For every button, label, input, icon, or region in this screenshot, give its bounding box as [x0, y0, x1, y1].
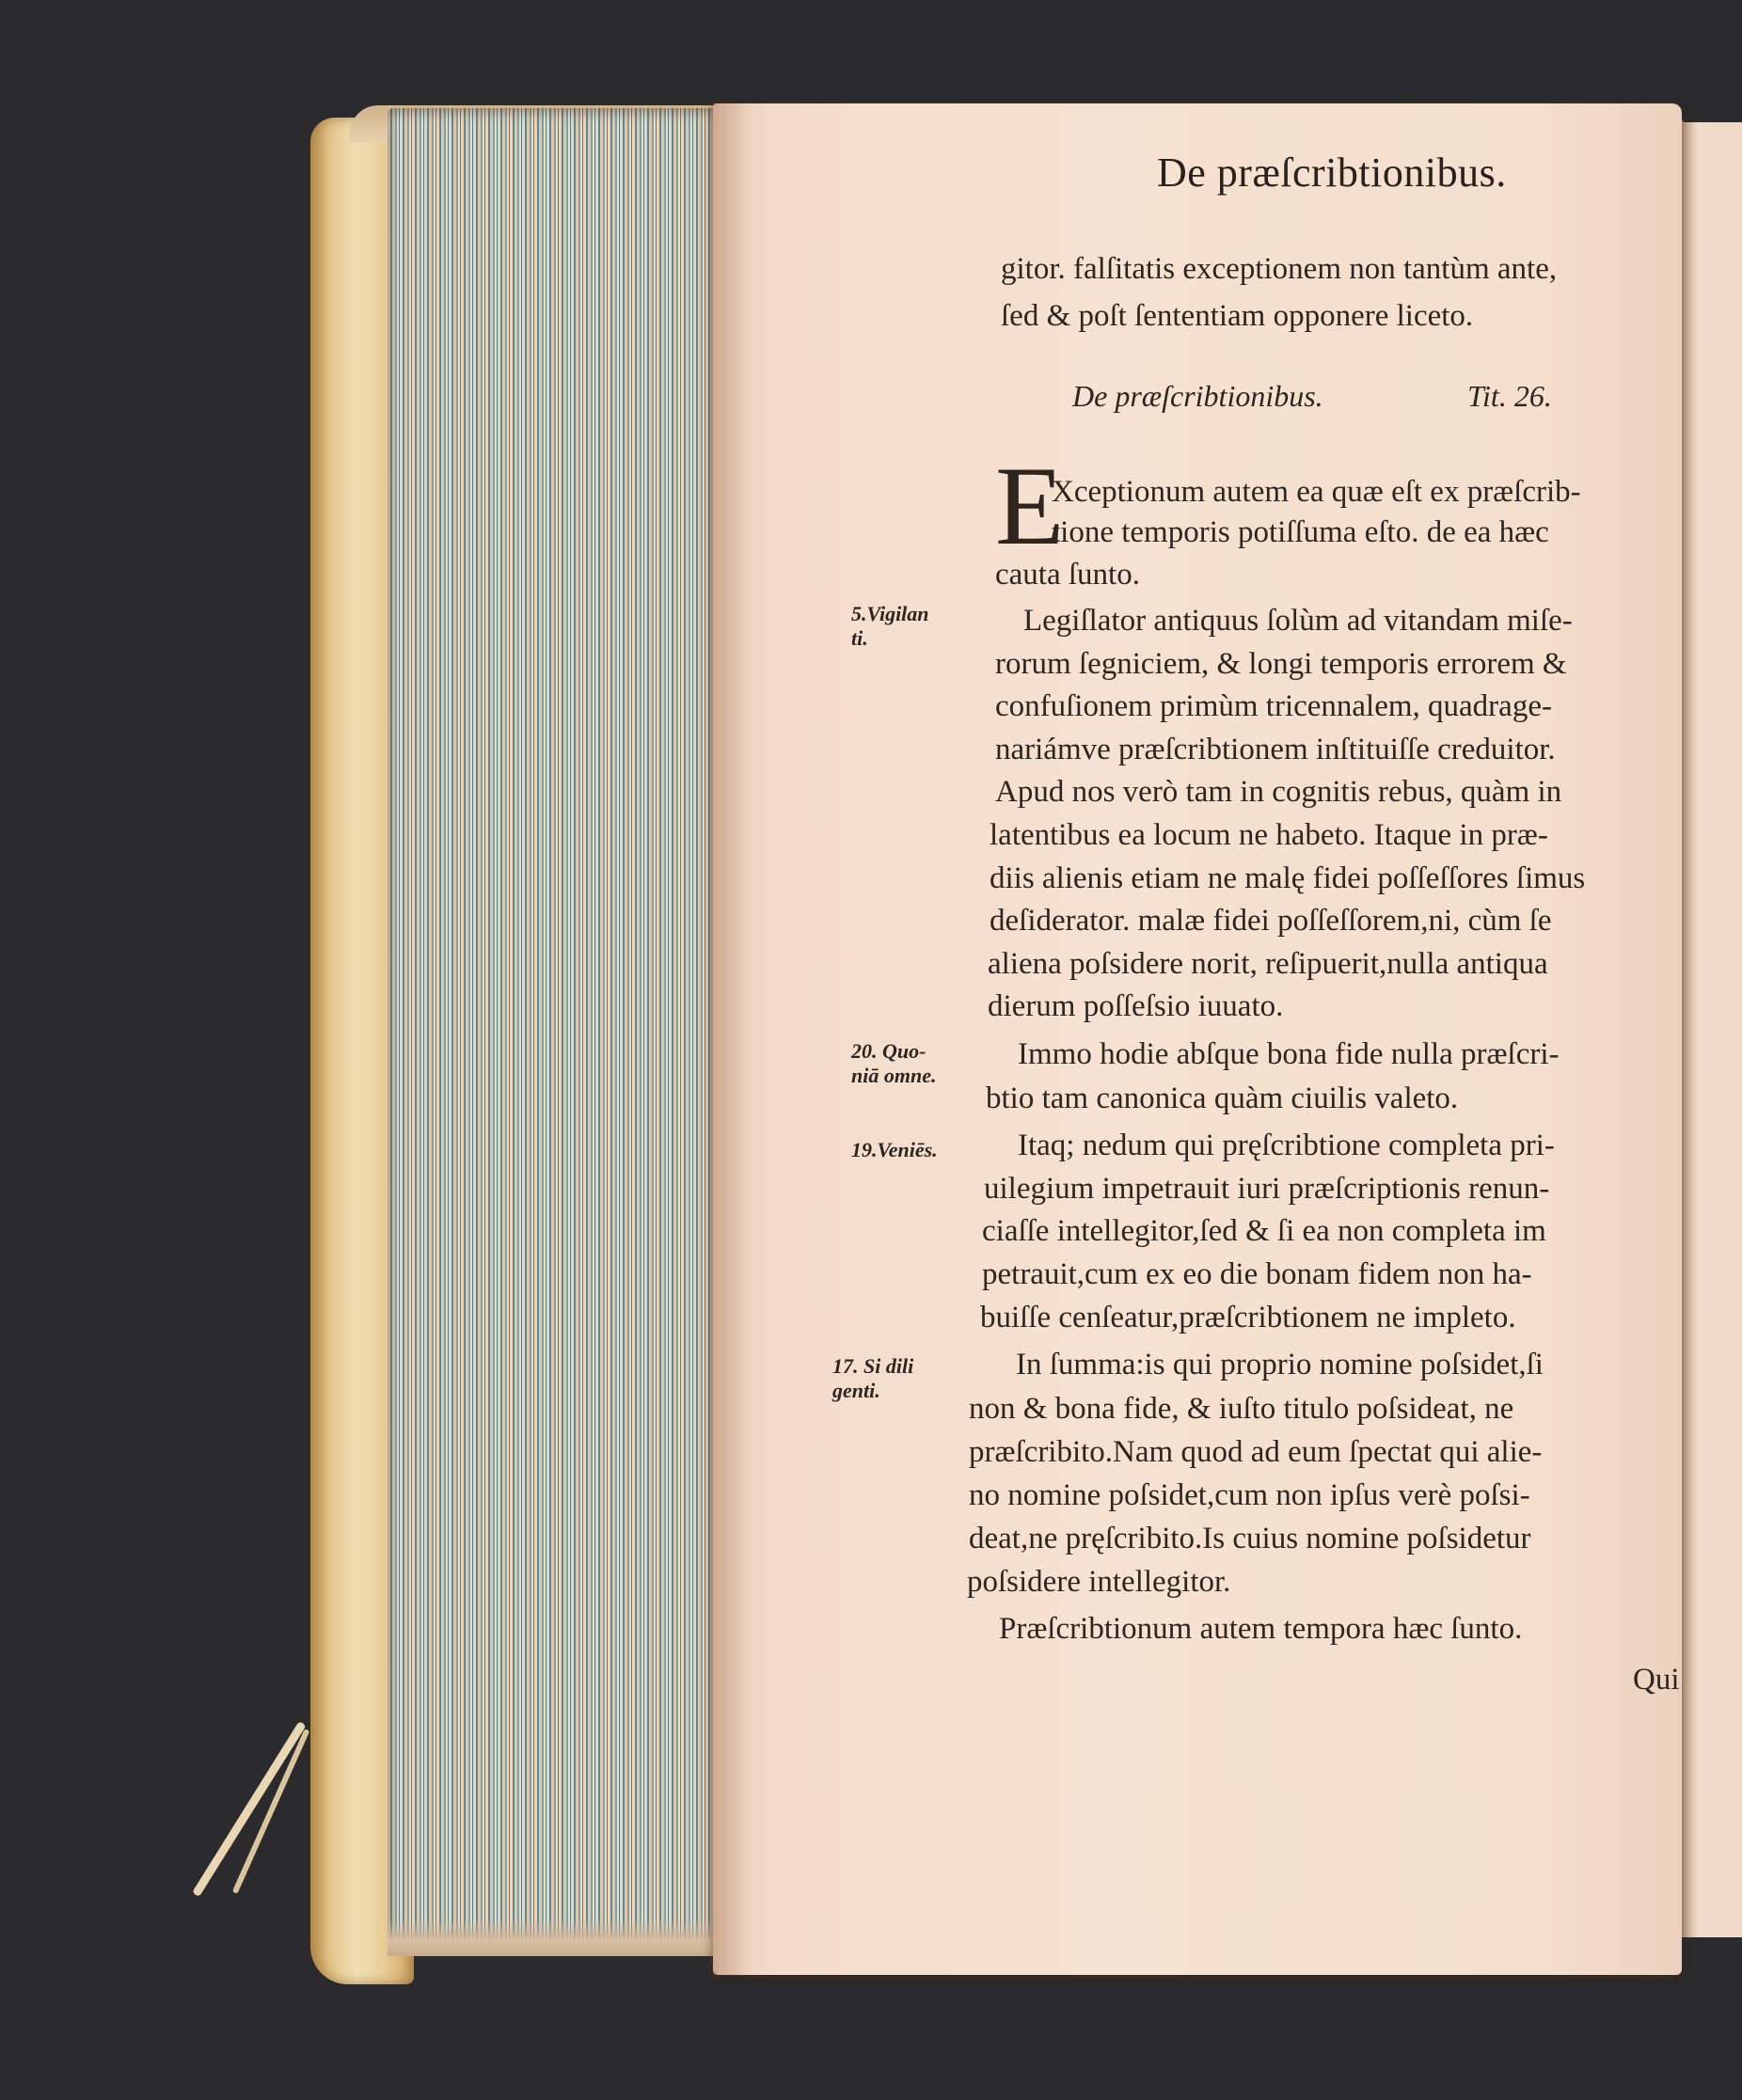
running-head: De præſcribtionibus.	[1157, 150, 1507, 196]
margin-note	[851, 1039, 936, 1088]
text-line: Præſcribtionum autem tempora hæc ſunto.	[999, 1612, 1523, 1646]
facing-page	[1680, 122, 1742, 1937]
text-line: nariámve præſcribtionem inſtituiſſe creduitor.	[995, 733, 1556, 766]
drop-cap: E	[995, 443, 1065, 568]
margin-note	[851, 1138, 938, 1162]
bookmark-string	[192, 1721, 307, 1897]
section-title	[1072, 379, 1552, 414]
text-line: uilegium impetrauit iuri præſcriptionis renun-	[984, 1172, 1550, 1206]
text-line: poſsidere intellegitor.	[967, 1565, 1231, 1599]
text-line: aliena poſsidere norit, reſipuerit,nulla antiqua	[988, 947, 1548, 981]
margin-note-line: genti.	[832, 1379, 880, 1402]
text-line: Legiſlator antiquus ſolùm ad vitandam miſe-	[1023, 604, 1573, 638]
text-line: cauta ſunto.	[995, 558, 1140, 592]
text-line: buiſſe cenſeatur,præſcribtionem ne impleto.	[980, 1301, 1516, 1334]
text-line: ciaſſe intellegitor,ſed & ſi ea non completa im	[982, 1214, 1546, 1248]
text-line: no nomine poſsidet,cum non ipſus verè poſsi-	[969, 1478, 1530, 1512]
gutter-shadow	[713, 103, 751, 1975]
text-line: dierum poſſeſsio iuuato.	[988, 989, 1284, 1023]
text-line: non & bona fide, & iuſto titulo poſsideat, ne	[969, 1392, 1514, 1426]
text-line: Apud nos verò tam in cognitis rebus, quàm in	[995, 775, 1562, 809]
text-line: petrauit,cum ex eo die bonam fidem non ha-	[982, 1257, 1532, 1291]
margin-note-line: 19.Veniēs.	[851, 1138, 938, 1161]
text-line: Immo hodie abſque bona fide nulla præſcri-	[1018, 1037, 1560, 1071]
text-line: In ſumma:is qui proprio nomine poſsidet,ſi	[1016, 1348, 1544, 1382]
text-line: latentibus ea locum ne habeto. Itaque in præ-	[990, 818, 1548, 852]
margin-note	[832, 1354, 913, 1403]
catchword: Qui	[1633, 1663, 1680, 1697]
margin-note	[851, 602, 929, 651]
text-line: rorum ſegniciem, & longi temporis errorem &	[995, 647, 1567, 681]
margin-note-line: ti.	[851, 626, 868, 650]
text-line: ſed & poſt ſententiam opponere liceto.	[1001, 299, 1474, 333]
text-line: deat,ne pręſcribito.Is cuius nomine poſsidetur	[969, 1522, 1531, 1555]
text-line: præſcribito.Nam quod ad eum ſpectat qui alie-	[969, 1435, 1543, 1469]
text-line: confuſionem primùm tricennalem, quadrage-	[995, 689, 1552, 723]
section-number: Tit. 26.	[1467, 379, 1552, 413]
text-line: Itaq; nedum qui pręſcribtione completa pri-	[1018, 1129, 1555, 1162]
text-line: gitor. falſitatis exceptionem non tantùm ante,	[1001, 252, 1558, 286]
section-title-text: De præſcribtionibus.	[1072, 379, 1323, 413]
margin-note-line: 20. Quo-	[851, 1039, 926, 1063]
margin-note-line: 17. Si dili	[832, 1354, 914, 1378]
text-line: tione temporis potiſſuma eſto. de ea hæc	[1052, 515, 1549, 549]
text-line: diis alienis etiam ne malę fidei poſſeſſores ſimus	[990, 861, 1586, 895]
page-block-bottom	[388, 1918, 717, 1956]
page-block-edges	[388, 108, 717, 1942]
text-line: Xceptionum autem ea quæ eſt ex præſcrib-	[1052, 475, 1581, 509]
text-line: btio tam canonica quàm ciuilis valeto.	[986, 1082, 1459, 1115]
margin-note-line: niā omne.	[851, 1064, 937, 1087]
text-line: deſiderator. malæ fidei poſſeſſorem,ni, cùm ſe	[990, 904, 1552, 938]
margin-note-line: 5.Vigilan	[851, 602, 929, 625]
